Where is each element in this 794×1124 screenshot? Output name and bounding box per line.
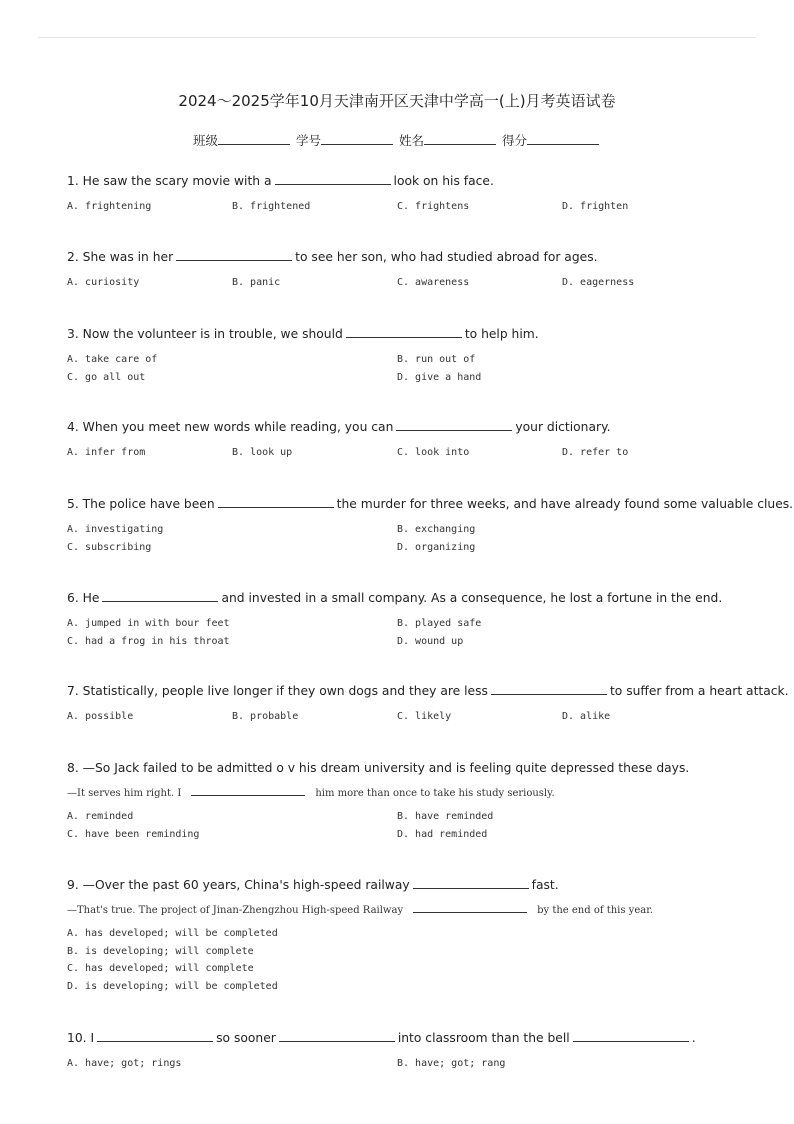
option-a[interactable]: A. take care of <box>67 354 158 365</box>
student-id-blank[interactable] <box>321 132 393 145</box>
answer-blank[interactable] <box>275 173 391 185</box>
question-stem: 10. I so sooner into classroom than the bell . <box>67 1031 696 1045</box>
option-a[interactable]: A. possible <box>67 711 134 722</box>
answer-blank[interactable] <box>97 1030 213 1042</box>
option-c[interactable]: C. had a frog in his throat <box>67 635 230 647</box>
option-a[interactable]: A. infer from <box>67 447 146 458</box>
question-2 <box>67 249 754 292</box>
answer-blank[interactable] <box>491 683 607 695</box>
class-field <box>193 131 292 149</box>
question-10 <box>67 1030 754 1073</box>
student-id-label: 学号 <box>295 133 321 148</box>
option-c[interactable]: C. has developed; will complete <box>67 963 254 974</box>
options <box>67 521 754 556</box>
question-stem: 1. He saw the scary movie with a look on his face. <box>67 174 494 188</box>
exam-title: 2024～2025学年10月天津南开区天津中学高一(上)月考英语试卷 <box>178 92 616 110</box>
option-b[interactable]: B. exchanging <box>397 524 476 535</box>
question-9 <box>67 877 754 995</box>
option-c[interactable]: C. have been reminding <box>67 828 200 840</box>
answer-blank[interactable] <box>102 590 218 602</box>
option-c[interactable]: C. likely <box>397 711 452 722</box>
score-blank[interactable] <box>527 132 599 145</box>
option-c[interactable]: C. go all out <box>67 371 146 383</box>
question-reply: —That's true. The project of Jinan-Zhengzhou High-speed Railway by the end of this year. <box>67 901 754 919</box>
option-b[interactable]: B. have reminded <box>397 811 494 822</box>
option-b[interactable]: B. have; got; rang <box>397 1058 506 1069</box>
answer-blank[interactable] <box>176 249 292 261</box>
option-a[interactable]: A. has developed; will be completed <box>67 928 278 939</box>
student-info-line <box>0 131 794 149</box>
answer-blank[interactable] <box>413 877 529 889</box>
option-d[interactable]: D. give a hand <box>397 371 482 383</box>
option-b[interactable]: B. is developing; will complete <box>67 945 254 957</box>
options <box>67 274 754 292</box>
option-b[interactable]: B. frightened <box>232 201 311 212</box>
question-5 <box>67 496 794 556</box>
option-b[interactable]: B. look up <box>232 447 293 458</box>
question-4 <box>67 419 754 462</box>
option-a[interactable]: A. jumped in with bour feet <box>67 618 230 629</box>
question-3 <box>67 326 754 386</box>
option-a[interactable]: A. investigating <box>67 524 164 535</box>
score-label: 得分 <box>501 133 527 148</box>
answer-blank[interactable] <box>396 419 512 431</box>
option-d[interactable]: D. alike <box>562 711 611 722</box>
question-8 <box>67 760 754 843</box>
option-d[interactable]: D. eagerness <box>562 277 635 288</box>
question-stem: 3. Now the volunteer is in trouble, we should to help him. <box>67 327 539 341</box>
answer-blank[interactable] <box>413 901 527 913</box>
option-a[interactable]: A. reminded <box>67 811 134 822</box>
header-rule <box>38 37 756 38</box>
name-blank[interactable] <box>424 132 496 145</box>
option-b[interactable]: B. run out of <box>397 354 476 365</box>
question-6 <box>67 590 754 650</box>
question-stem: 2. She was in her to see her son, who had studied abroad for ages. <box>67 250 598 264</box>
option-d[interactable]: D. refer to <box>562 447 629 458</box>
options <box>67 615 754 650</box>
question-1 <box>67 173 754 216</box>
options <box>67 708 754 726</box>
option-d[interactable]: D. wound up <box>397 635 464 647</box>
answer-blank[interactable] <box>346 326 462 338</box>
name-label: 姓名 <box>398 133 424 148</box>
options <box>67 1055 754 1073</box>
options <box>67 925 754 995</box>
class-blank[interactable] <box>218 132 290 145</box>
question-stem: 4. When you meet new words while reading, you can your dictionary. <box>67 420 611 434</box>
question-7 <box>67 683 789 726</box>
name-field <box>399 131 498 149</box>
question-stem: 6. He and invested in a small company. As a consequence, he lost a fortune in the end. <box>67 591 723 605</box>
score-field <box>502 131 601 149</box>
option-c[interactable]: C. look into <box>397 447 470 458</box>
answer-blank[interactable] <box>218 496 334 508</box>
options <box>67 198 754 216</box>
answer-blank[interactable] <box>191 784 305 796</box>
question-stem: 7. Statistically, people live longer if they own dogs and they are less to suffer from a heart attack. <box>67 684 789 698</box>
option-d[interactable]: D. had reminded <box>397 828 488 840</box>
option-a[interactable]: A. frightening <box>67 201 152 212</box>
question-reply: —It serves him right. I him more than once to take his study seriously. <box>67 784 754 802</box>
option-d[interactable]: D. organizing <box>397 541 476 553</box>
option-b[interactable]: B. played safe <box>397 618 482 629</box>
option-c[interactable]: C. frightens <box>397 201 470 212</box>
option-b[interactable]: B. probable <box>232 711 299 722</box>
answer-blank[interactable] <box>279 1030 395 1042</box>
option-a[interactable]: A. have; got; rings <box>67 1058 182 1069</box>
question-stem: 9. —Over the past 60 years, China's high-speed railway fast. <box>67 878 559 892</box>
option-b[interactable]: B. panic <box>232 277 281 288</box>
question-stem: 8. —So Jack failed to be admitted o v his dream university and is feeling quite depressed these days. <box>67 761 690 775</box>
option-d[interactable]: D. is developing; will be completed <box>67 980 278 992</box>
option-a[interactable]: A. curiosity <box>67 277 140 288</box>
option-c[interactable]: C. awareness <box>397 277 470 288</box>
option-c[interactable]: C. subscribing <box>67 541 152 553</box>
options <box>67 351 754 386</box>
options <box>67 808 754 843</box>
class-label: 班级 <box>192 133 218 148</box>
options <box>67 444 754 462</box>
option-d[interactable]: D. frighten <box>562 201 629 212</box>
student-id-field <box>296 131 395 149</box>
question-stem: 5. The police have been the murder for three weeks, and have already found some valuable clues. <box>67 497 794 511</box>
answer-blank[interactable] <box>573 1030 689 1042</box>
